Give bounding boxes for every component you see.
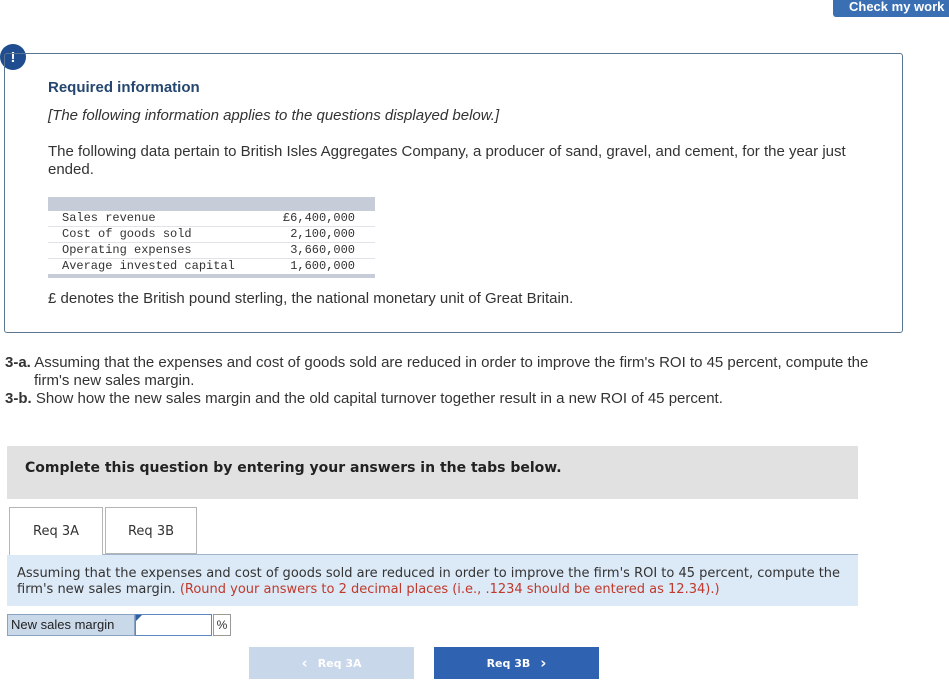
- next-req-3b-button[interactable]: [434, 647, 599, 679]
- info-subtitle: [The following information applies to the questions displayed below.]: [48, 107, 500, 124]
- question-3a-text: Assuming that the expenses and cost of goods sold are reduced in order to improve the firm's ROI to 45 percent, compute the: [30, 354, 869, 371]
- row-value: £6,400,000: [282, 211, 355, 225]
- prev-button-label: Req 3A: [317, 656, 362, 670]
- chevron-right-icon: ›: [540, 654, 547, 672]
- input-corner-marker: [136, 615, 142, 621]
- table-row: [48, 227, 375, 243]
- question-3a-number: 3-a.: [5, 354, 31, 371]
- panel-text: [17, 566, 857, 598]
- prev-req-3a-button[interactable]: [249, 647, 414, 679]
- row-value: 2,100,000: [290, 227, 355, 241]
- tab-req-3b[interactable]: Req 3B: [105, 507, 197, 554]
- row-label: Sales revenue: [62, 211, 156, 225]
- tab-req-3a[interactable]: Req 3A: [9, 507, 103, 556]
- table-row: [48, 243, 375, 259]
- info-description: The following data pertain to British Isles Aggregates Company, a producer of sand, gravel, and cement, for the year just ended.: [48, 143, 846, 178]
- question-3b: [5, 390, 925, 408]
- instruction-text: Complete this question by entering your answers in the tabs below.: [25, 460, 562, 476]
- new-sales-margin-label: New sales margin: [7, 614, 135, 636]
- percent-unit: %: [213, 614, 231, 636]
- required-information-box: [4, 53, 903, 333]
- new-sales-margin-input[interactable]: [135, 614, 212, 636]
- instruction-banner: [7, 446, 858, 499]
- row-label: Operating expenses: [62, 243, 192, 257]
- data-table: [48, 197, 375, 278]
- next-button-label: Req 3B: [486, 656, 531, 670]
- currency-note: £ denotes the British pound sterling, the national monetary unit of Great Britain.: [48, 290, 574, 307]
- question-panel: [7, 555, 858, 606]
- row-value: 1,600,000: [290, 259, 355, 273]
- table-row: [48, 259, 375, 274]
- question-3a-continued: firm's new sales margin.: [34, 372, 195, 389]
- panel-instruction: Assuming that the expenses and cost of goods sold are reduced in order to improve the firm's ROI to 45 percent, compute the firm's new sales margin.: [17, 566, 841, 597]
- alert-icon: !: [0, 44, 26, 70]
- info-heading: Required information: [48, 79, 200, 96]
- rounding-hint: (Round your answers to 2 decimal places (i.e., .1234 should be entered as 12.34).): [179, 582, 720, 597]
- row-label: Average invested capital: [62, 259, 235, 273]
- row-value: 3,660,000: [290, 243, 355, 257]
- question-3a: [5, 354, 925, 372]
- question-3b-number: 3-b.: [5, 390, 32, 407]
- check-my-work-button[interactable]: Check my work: [833, 0, 949, 17]
- question-3b-text: Show how the new sales margin and the old capital turnover together result in a new ROI of 45 percent.: [31, 390, 723, 407]
- question-list: [5, 354, 925, 408]
- row-label: Cost of goods sold: [62, 227, 192, 241]
- table-row: [48, 211, 375, 227]
- chevron-left-icon: ‹: [301, 654, 308, 672]
